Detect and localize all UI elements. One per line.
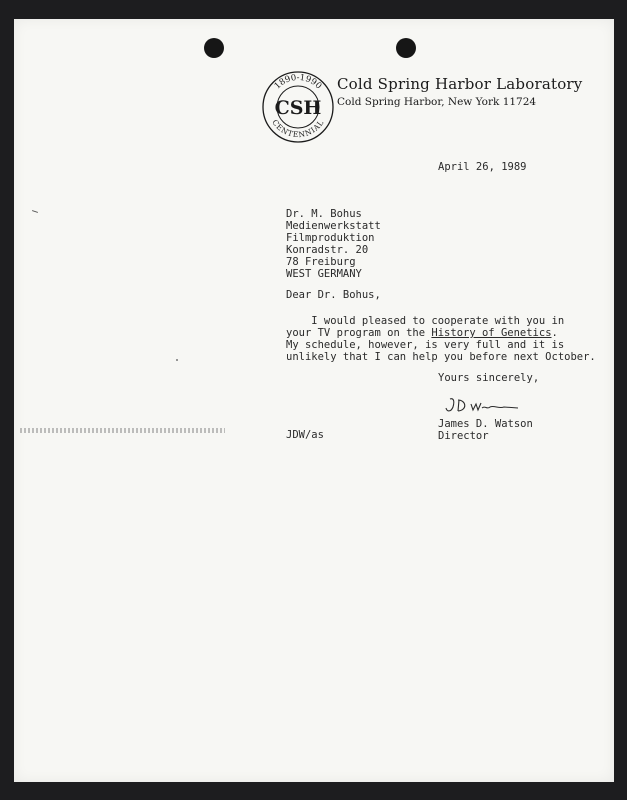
underlined-title: History of Genetics (431, 327, 552, 339)
handwritten-signature (444, 395, 520, 417)
signer-title: Director (438, 430, 489, 442)
svg-text:1890-1990 (273, 73, 324, 91)
typist-initials: JDW/as (286, 429, 324, 441)
salutation: Dear Dr. Bohus, (286, 289, 381, 301)
signer-block (438, 418, 533, 442)
seal-word: CENTENNIAL (270, 117, 326, 140)
recipient-line: WEST GERMANY (286, 268, 362, 280)
body-line: unlikely that I can help you before next October. (286, 351, 596, 363)
punch-hole-right (396, 38, 416, 58)
stray-dot (176, 359, 178, 361)
body-line: your TV program on the History of Genetics. (286, 327, 558, 339)
letter-body (286, 315, 596, 363)
show-through-strip (20, 428, 225, 433)
recipient-address (286, 208, 381, 280)
recipient-line: 78 Freiburg (286, 256, 356, 268)
centennial-seal-logo (260, 69, 336, 145)
recipient-line: Filmproduktion (286, 232, 375, 244)
recipient-line: Konradstr. 20 (286, 244, 369, 256)
margin-tick (32, 210, 38, 213)
seal-years: 1890-1990 (272, 72, 324, 92)
letter-date: April 26, 1989 (438, 161, 527, 173)
lab-name: Cold Spring Harbor Laboratory (337, 75, 583, 93)
signer-name: James D. Watson (438, 418, 533, 430)
seal-initials: CSH (274, 97, 322, 119)
recipient-line: Dr. M. Bohus (286, 208, 362, 220)
letter-page (14, 19, 614, 782)
lab-address: Cold Spring Harbor, New York 11724 (337, 96, 537, 108)
recipient-line: Medienwerkstatt (286, 220, 381, 232)
body-line: I would pleased to cooperate with you in (286, 315, 565, 327)
closing: Yours sincerely, (438, 372, 540, 384)
punch-hole-left (204, 38, 224, 58)
body-line: My schedule, however, is very full and it is (286, 339, 565, 351)
